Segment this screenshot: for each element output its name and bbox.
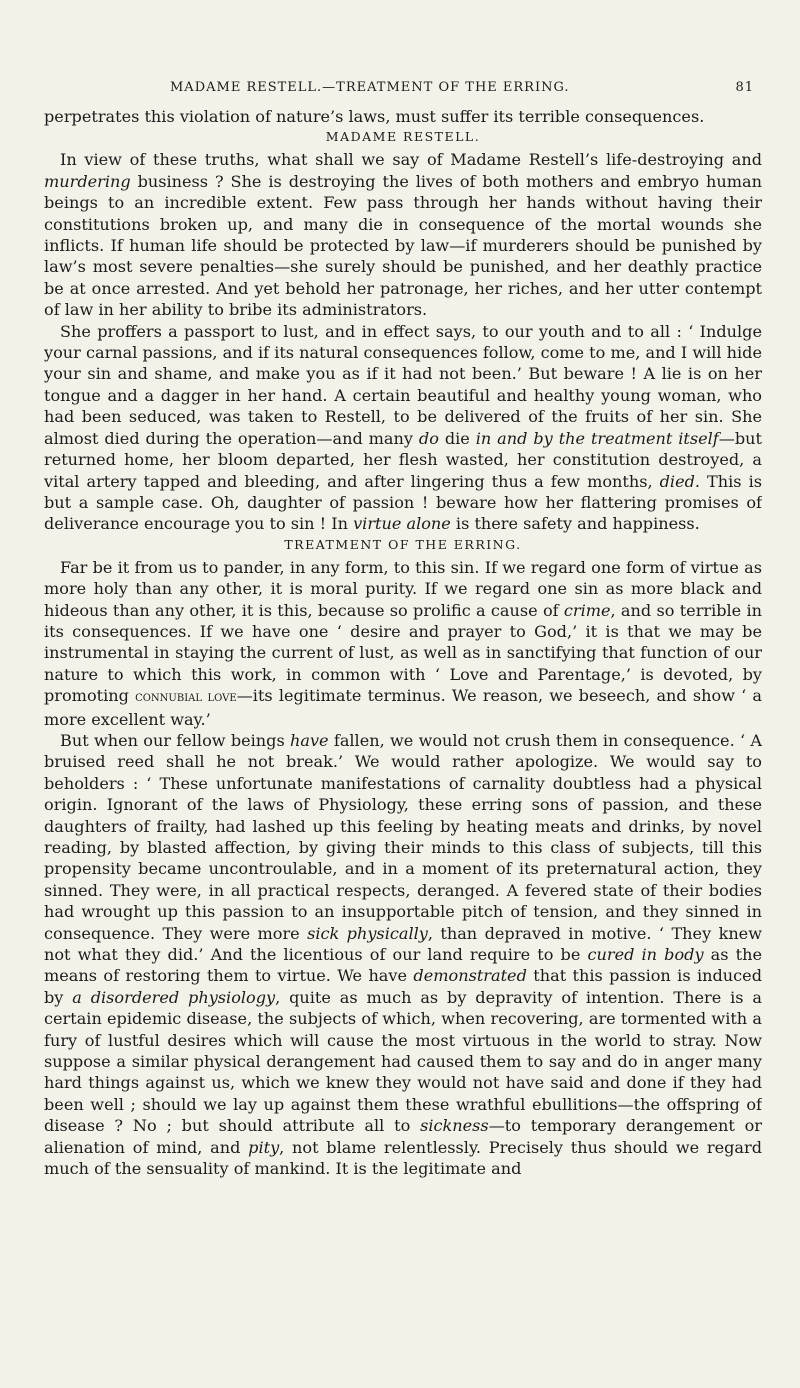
paragraph-far-be-it: Far be it from us to pander, in any form, to this sin. If we regard one form of virtue as more holy than any other, it is moral purity. If we regard one sin as more black and hideous than any other, it is this, because so prolific a cause of crime, and so terrible in its consequences. If we have one ‘ desire and prayer to God,’ it is that we may be instrumental in staying the current of lust, as well as in sanctifying that function of our nature to which this work, in common with ‘ Love and Parentage,’ is devoted, by promoting connubial love—its legitimate terminus. We reason, we beseech, and show ‘ a more excellent way.’	[44, 557, 762, 729]
page-header	[44, 78, 762, 106]
section-heading-treatment: TREATMENT OF THE ERRING.	[284, 536, 522, 552]
paragraph-restell-business: In view of these truths, what shall we say of Madame Restell’s life-destroying and murdering business ? She is destroying the lives of both mothers and embryo human beings to an incredible extent. Few pass through her hands without having their constitutions broken up, and many die in consequence of the mortal wounds she inflicts. If human life should be protected by law—if murderers should be punished by law’s most severe penalties—she surely should be punished, and her deathly practice be at once arrested. And yet behold her patronage, her riches, and her utter contempt of law in her ability to bribe its administrators.	[44, 150, 762, 320]
page-number: 81	[735, 80, 754, 95]
section-heading-madame-restell: MADAME RESTELL.	[325, 129, 481, 145]
paragraph-passport-to-lust: She proffers a passport to lust, and in effect says, to our youth and to all : ‘ Indulge your carnal passions, and if its natural consequences follow, come to me, and I will hide your sin and shame, and make you as if it had not been.’ But beware ! A lie is on her tongue and a dagger in her hand. A certain beautiful and healthy young woman, who had been seduced, was taken to Restell, to be delivered of the fruits of her sin. She almost died during the operation—and many do die in and by the treatment itself—but returned home, her bloom departed, her flesh wasted, her constitution destroyed, a vital artery tapped and bleeding, and after lingering thus a few months, died. This is but a sample case. Oh, daughter of passion ! beware how her flattering promises of deliverance encourage you to sin ! In virtue alone is there safety and happiness.	[44, 321, 762, 534]
paragraph-fellow-beings: But when our fellow beings have fallen, we would not crush them in consequence. ‘ A bruised reed shall he not break.’ We would rather apologize. We would say to beholders : ‘ These unfortunate manifestations of carnality doubtless had a physical origin. Ignorant of the laws of Physiology, these erring sons of passion, and these daughters of frailty, had lashed up this feeling by heating meats and drinks, by novel reading, by blasted affection, by giving their minds to this class of subjects, till this propensity became uncontroulable, and in a moment of its preternatural action, they sinned. They were, in all practical respects, deranged. A fevered state of their bodies had wrought up this passion to an insupportable pitch of tension, and they sinned in consequence. They were more sick physically, than depraved in motive. ‘ They knew not what they did.’ And the licentious of our land require to be cured in body as the means of restoring them to virtue. We have demonstrated that this passion is induced by a disordered physiology, quite as much as by depravity of intention. There is a certain epidemic disease, the subjects of which, when recovering, are tormented with a fury of lustful desires which will cause the most virtuous in the world to stray. Now suppose a similar physical derangement had caused them to say and do in anger many hard things against us, which we knew they would not have said and done if they had been well ; should we lay up against them these wrathful ebullitions—the offspring of disease ? No ; but should attribute all to sickness—to temporary derangement or alienation of mind, and pity, not blame relentlessly. Precisely thus should we regard much of the sensuality of mankind. It is the legitimate and	[44, 730, 762, 1179]
paragraph-continuation: perpetrates this violation of nature’s laws, must suffer its terrible consequences.	[44, 107, 705, 126]
book-page	[44, 78, 762, 1378]
running-title: MADAME RESTELL.—TREATMENT OF THE ERRING.	[170, 80, 570, 95]
